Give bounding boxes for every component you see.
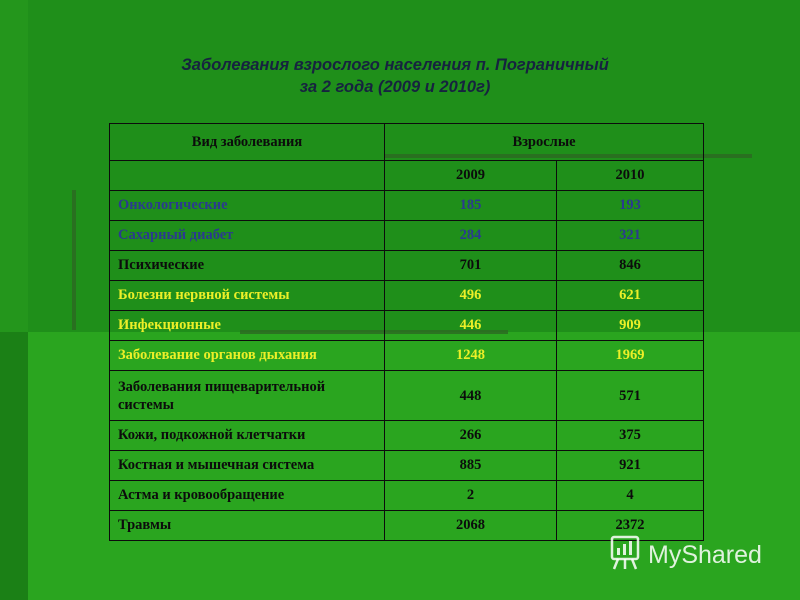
- row-value-2010: 321: [557, 221, 704, 251]
- row-value-2009: 448: [385, 371, 557, 421]
- row-value-2009: 496: [385, 281, 557, 311]
- row-value-2010: 1969: [557, 341, 704, 371]
- row-value-2010: 375: [557, 421, 704, 451]
- table-row: [110, 371, 704, 421]
- row-value-2010: 846: [557, 251, 704, 281]
- background-strip: [0, 332, 28, 600]
- row-value-2010: 921: [557, 451, 704, 481]
- disease-table: [109, 123, 704, 541]
- watermark-text: MyShared: [648, 541, 762, 569]
- row-disease-name: Психические: [110, 251, 385, 281]
- title-line-1: Заболевания взрослого населения п. Пограничный: [181, 56, 609, 74]
- row-disease-name: Травмы: [110, 511, 385, 541]
- table-header-row: [110, 124, 704, 161]
- header-year-2009: 2009: [385, 161, 557, 191]
- background-strip: [72, 190, 76, 330]
- table-row: [110, 251, 704, 281]
- row-value-2009: 1248: [385, 341, 557, 371]
- row-value-2010: 193: [557, 191, 704, 221]
- row-disease-name: Астма и кровообращение: [110, 481, 385, 511]
- presentation-board-icon: [606, 532, 644, 579]
- row-disease-name: Заболевание органов дыхания: [110, 341, 385, 371]
- row-disease-name: Сахарный диабет: [110, 221, 385, 251]
- row-value-2009: 885: [385, 451, 557, 481]
- row-disease-name: Болезни нервной системы: [110, 281, 385, 311]
- row-value-2009: 2068: [385, 511, 557, 541]
- page-title: [100, 54, 690, 98]
- header-year-2010: 2010: [557, 161, 704, 191]
- row-value-2009: 185: [385, 191, 557, 221]
- table-row: [110, 221, 704, 251]
- row-disease-name: Кожи, подкожной клетчатки: [110, 421, 385, 451]
- row-disease-name: Инфекционные: [110, 311, 385, 341]
- row-value-2009: 701: [385, 251, 557, 281]
- row-disease-name: Костная и мышечная система: [110, 451, 385, 481]
- row-disease-name: Онкологические: [110, 191, 385, 221]
- row-value-2010: 909: [557, 311, 704, 341]
- row-value-2009: 266: [385, 421, 557, 451]
- title-line-2: за 2 года (2009 и 2010г): [299, 78, 491, 96]
- row-value-2010: 2372: [557, 511, 704, 541]
- table-row: [110, 281, 704, 311]
- table-row: [110, 481, 704, 511]
- table-row: [110, 451, 704, 481]
- watermark: [606, 532, 762, 579]
- row-value-2009: 284: [385, 221, 557, 251]
- row-value-2009: 446: [385, 311, 557, 341]
- row-value-2010: 4: [557, 481, 704, 511]
- table-year-row: [110, 161, 704, 191]
- header-empty: [110, 161, 385, 191]
- table-row: [110, 191, 704, 221]
- row-disease-name: Заболевания пищеварительной системы: [110, 371, 385, 421]
- row-value-2009: 2: [385, 481, 557, 511]
- table-row: [110, 341, 704, 371]
- header-category: Вид заболевания: [110, 124, 385, 161]
- header-group: Взрослые: [385, 124, 704, 161]
- row-value-2010: 621: [557, 281, 704, 311]
- table-row: [110, 311, 704, 341]
- table-row: [110, 421, 704, 451]
- row-value-2010: 571: [557, 371, 704, 421]
